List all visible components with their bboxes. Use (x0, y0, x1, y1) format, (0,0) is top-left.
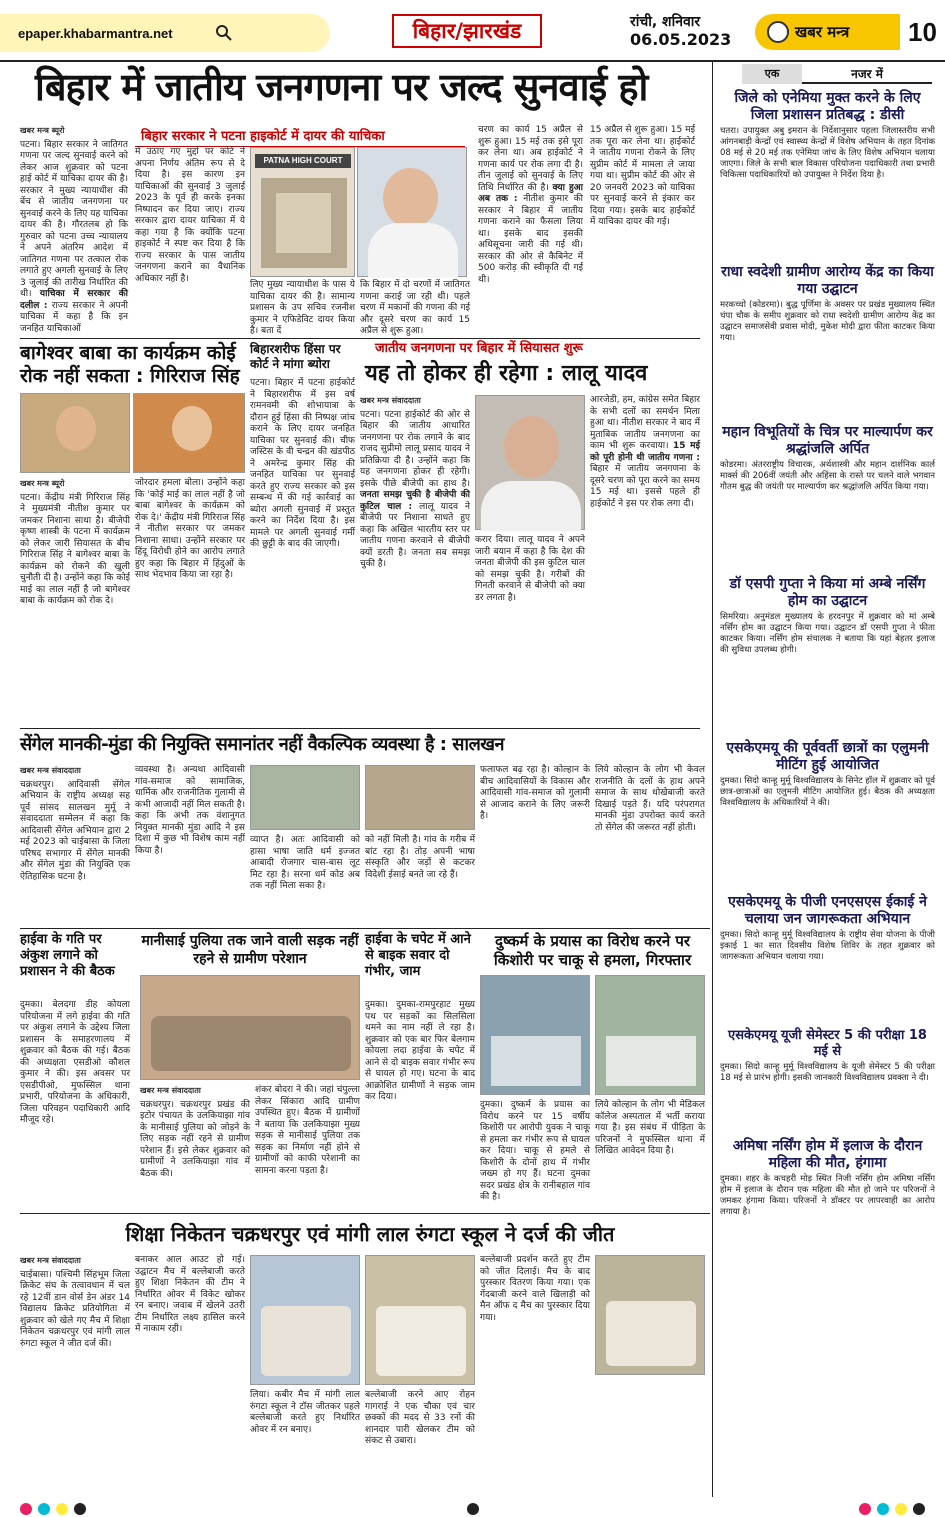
lead-col3: लिए मुख्य न्यायाधीश के पास ये याचिका दायर की है। सामान्य प्रशासन के उप सचिव रजनीश कुमार ने एफिडेविट दायर किया है। बता दें (250, 280, 355, 336)
right-item-3-text: कोडरमा। अंतरराष्ट्रीय विचारक, अर्थशास्त्री और महान दार्शनिक कार्ल मार्क्स की 206वीं जयंती और अहिंसा के रास्ते पर चलने वाले भगवान गौतम बुद्ध की जयंती पर माल्यार्पण कर श्रद्धांजलि अर्पित किया गया। (720, 460, 935, 492)
biharsharif-headline: बिहारशरीफ हिंसा पर कोर्ट ने मांगा ब्योरा (250, 342, 341, 371)
highway-headline: हाईवा के चपेट में आने से बाइक सवार दो गंभीर, जाम (365, 932, 471, 979)
cricket-col3: लिया। कबीर मैच में मांगी लाल रुंगटा स्कूल ने टॉस जीतकर पहले बल्लेबाजी करते हुए निर्धारित ओवर में रन बनाए। (250, 1390, 360, 1435)
right-item-2-headline: राधा स्वदेशी ग्रामीण आरोग्य केंद्र का किया गया उद्घाटन (721, 264, 934, 297)
right-item-6-text: दुमका। सिदो कान्हू मुर्मू विश्वविद्यालय के राष्ट्रीय सेवा योजना के पीजी इकाई 1 का सात दिवसीय विशेष शिविर के तहत शुक्रवार को जागरूकता अभियान चलाया गया। (720, 930, 935, 962)
footer-color-bar (0, 1500, 945, 1517)
right-item-1-headline: जिले को एनेमिया मुक्त करने के लिए जिला प्रशासन प्रतिबद्ध : डीसी (734, 90, 921, 123)
right-item-8-text: दुमका। शहर के कचहरी मोड़ स्थित निजी नर्सिंग होम अमिषा नर्सिंग होम में इलाज के दौरान एक महिला की मौत हो जाने पर परिजनों ने जमकर हंगामा किया। परिजनों ने डॉक्टर पर लापरवाही का आरोप लगाया है। (720, 1174, 935, 1217)
cricket-col2: बनाकर आल आउट हो गई। उद्घाटन मैच में बल्लेबाजी करते हुए शिक्षा निकेतन की टीम ने निर्धारित ओवर में विकेट खोकर रन बनाए। जवाब में खेलने उतरी टीम निर्धारित लक्ष्य हासिल करने में नाकाम रही। (135, 1255, 245, 1334)
lalu-col1: खबर मन्त्र संवाददाता पटना। पटना हाईकोर्ट की ओर से बिहार की जातीय आधारित जनगणना पर रोक लगाने के बाद राजद सुप्रीमो लालू प्रसाद यादव ने प्रतिक्रिया दी है। उन्होंने कहा कि यह जनगणना होकर ही रहेगी। इसके पीछे बीजेपी का हाथ है। जनता समझ चुकी है बीजेपी की कुटिल चाल : लालू यादव ने बीजेपी पर निशाना साधते हुए कहा कि अखिल भारतीय स्तर पर जातीय गणना करवाने से बीजेपी क्यों डरती है। जनता सब समझ चुकी है। (360, 396, 470, 569)
biharsharif-text: पटना। बिहार में पटना हाईकोर्ट ने बिहारशरीफ में इस वर्ष रामनवमी की शोभायात्रा के दौरान हुई हिंसा की निष्पक्ष जांच कराने के लिए दायर जनहित याचिका पर सुनवाई की। चीफ जस्टिस के वी चन्द्रन की खंडपीठ ने अमरेन्द्र कुमार सिंह की जनहित याचिका पर सुनवाई करते हुए राज्य सरकार को इस सम्बन्ध में की गई कार्रवाई का ब्योरा अगली सुनवाई में प्रस्तुत करने का निर्देश दिया है। इस मामले पर अगली सुनवाई गर्मी की छुट्टी के बाद की जाएगी। (250, 378, 355, 549)
tag-ek: एक (742, 64, 802, 84)
cricket-col1: खबर मन्त्र संवाददाता चाईबासा। पश्चिमी सिंहभूम जिला क्रिकेट संघ के तत्वावधान में चल रहे 12वीं डान वोर्स डेन अंडर 14 विद्यालय क्रिकेट प्रतियोगिता में शुक्रवार को खेले गए मैच में शिक्षा निकेतन चक्रधरपुर एवं मांगी लाल रुंगटा स्कूल ने जीत दर्ज की। (20, 1256, 130, 1349)
right-item-7-headline: एसकेएमयू यूजी सेमेस्टर 5 की परीक्षा 18 मई से (728, 1028, 927, 1059)
mani-col2: शंकर बोदरा ने की। जहां चंपुल्ला लेकर सिंकारा आदि ग्रामीण उपस्थित हुए। बैठक में ग्रामीणों ने बताया कि उलकियाझा मुख्य सड़क से मानीसाई पुलिया तक सड़क का निर्माण नहीं होने से ग्रामीणों को काफी परेशानी का सामना करना पड़ता है। (255, 1085, 360, 1176)
salkhan-meeting-photo-2 (365, 765, 475, 830)
salkhan-col5: फलाफल बढ़ रहा है। कोल्हान के बीच आदिवासियों के विकास और आदिवासी गांव-समाज को गुलामी से आजाद कराने के लिए जरूरी है। (480, 765, 590, 821)
haiwa-headline: हाईवा के गति पर अंकुश लगाने को प्रशासन ने की बैठक (20, 932, 115, 979)
mani-headline: मानीसाई पुलिया तक जाने वाली सड़क नहीं रहने से ग्रामीण परेशान (141, 933, 359, 967)
salkhan-col6: लिये कोल्हान के लोग भी केवल राजनीति के दलों के हाथ अपने समाज के साथ धोखेबाजी करते दिखाई पड़ते हैं। यदि परंपरागत मानकी मुंडा उपरोक्त कार्य करते तो सेंगेल की जरूरत नहीं होती। (595, 765, 705, 833)
salkhan-meeting-photo-1 (250, 765, 360, 830)
right-item-4-headline: डॉ एसपी गुप्ता ने किया मां अम्बे नर्सिंग होम का उद्घाटन (729, 576, 926, 609)
cricket-col4: बल्लेबाजी करने आए रोहन गागराई ने एक चौका एवं चार छक्कों की मदद से 33 रनों की शानदार पारी खेलकर टीम को संकट से उबारा। (365, 1390, 475, 1446)
lead-col2: में उठाए गए मुद्दों पर कोर्ट ने अपना निर्णय अंतिम रूप से दे दिया है। इस कारण इन याचिकाओं की सुनवाई 3 जुलाई 2023 के पूर्व ही करके इनका निष्पादन कर दिया जाए। राज्य सरकार द्वारा दायर याचिका में ये कहा गया है कि क्योंकि पटना हाइकोर्ट ने स्पष्ट कर दिया है कि राज्य सरकार के पास जातीय जनगणना कराने का वैधानिक अधिकार नहीं है। (135, 147, 245, 284)
section-title: बिहार/झारखंड (392, 14, 542, 48)
brand-logo: खबर मन्त्र (755, 14, 900, 50)
bageshwar-baba-photo (20, 393, 130, 473)
lalu-yadav-photo (475, 395, 585, 530)
lead-col5: चरण का कार्य 15 अप्रैल से शुरू हुआ। 15 मई तक इसे पूरा कर लेना था। अब हाईकोर्ट ने गणना कार्य पर रोक लगा दी है। तीन जुलाई को सुनवाई के लिए तिथि निर्धारित की है। क्या हुआ अब तक : नीतीश कुमार की सरकार ने बिहार में जातीय गणना कराने का फैसला लिया था। इसके बाद इसकी अधिसूचना जारी की गई थी। सरकार की ओर से कैबिनेट में 500 करोड़ की स्वीकृति दी गई थी। (478, 125, 583, 285)
bageshwar-col1: खबर मन्त्र ब्यूरो पटना। केंद्रीय मंत्री गिरिराज सिंह ने मुख्यमंत्री नीतीश कुमार पर जमकर निशाना साधा है। बीजेपी कृष्ण शास्त्री के पटना में कार्यक्रम को लेकर जारी सियासत के बीच गिरिराज सिंह ने बागेश्वर बाबा के कार्यक्रम को रोकने की खुली चुनौती दी है। उन्होंने कहा कि कोई माई का लाल नहीं है जो बागेश्वर बाबा के कार्यक्रम को रोक दे। (20, 479, 130, 606)
page-number: 10 (908, 16, 937, 47)
right-item-8-headline: अमिषा नर्सिंग होम में इलाज के दौरान महिला की मौत, हंगामा (732, 1138, 923, 1171)
city-day: रांची, शनिवार (630, 14, 701, 30)
salkhan-col2: व्यवस्था है। अन्यथा आदिवासी गांव-समाज को सामाजिक, धार्मिक और राजनीतिक गुलामी से कभी आजादी नहीं मिल सकती है। कहा कि अभी तक वंशानुगत नियुक्त मानकी मुंडा आदि ने इस दिशा में कुछ भी विशेष काम नहीं किया है। (135, 765, 245, 856)
lead-subhead: बिहार सरकार ने पटना हाइकोर्ट में दायर की याचिका (135, 124, 465, 147)
rape-headline: दुष्कर्म के प्रयास का विरोध करने पर किशोरी पर चाकू से हमला, गिरफ्तार (493, 932, 692, 969)
right-item-1-text: चतरा। उपायुक्त अबु इमरान के निर्देशानुसार पहला जिलास्तरीय सभी आंगनबाड़ी केन्द्रों एवं स्वास्थ्य केन्द्रों में विशेष अभियान के तहत दिनांक 08 मई से 20 मई तक एनेमिया जांच के लिए विशेष अभियान चलाया जाएगा। जिले के सभी बाल विकास परियोजना पदाधिकारी तथा प्रभारी चिकित्सा पदाधिकारियों को उपायुक्त ने निर्देश दिया है। (720, 126, 935, 180)
right-item-2-text: मरकच्चो (कोडरमा)। बुद्ध पूर्णिमा के अवसर पर प्रखंड मुख्यालय स्थित चंपा चौक के समीप शुक्रवार को राधा स्वदेशी ग्रामीण आरोग्य केंद्र का उद्घाटन समाजसेवी प्रवास मोदी, मुकेश मोदी द्वारा फीता काटकर किया गया। (720, 300, 935, 343)
cricket-team-photo-1 (250, 1255, 360, 1385)
giriraj-singh-photo (133, 393, 245, 473)
nitish-kumar-photo (357, 147, 467, 277)
lead-col6: 15 अप्रैल से शुरू हुआ। 15 मई तक पूरा कर लेना था। हाईकोर्ट ने जातीय गणना रोकने के लिए सुप्रीम कोर्ट में मामला ले जाया गया था। सुप्रीम कोर्ट की ओर से 20 जनवरी 2023 को याचिका पर सुनवाई करने से इंकार कर दिया गया। इसके बाद हाईकोर्ट में याचिका दायर की गई। (590, 125, 695, 227)
lalu-col3: आरजेडी, हम, कांग्रेस समेत बिहार के सभी दलों का समर्थन मिला हुआ था। नीतीश सरकार ने बाद में मुताबिक जातीय जनगणना का काम भी शुरू करवाया। 15 मई को पूरी होनी थी जातीय गणना : बिहार में जातीय जनगणना के दूसरे चरण को पूरा करने का समय 15 मई था। इससे पहले ही हाईकोर्ट ने इस पर रोक लगा दी। (590, 395, 700, 509)
lead-col4: कि बिहार में दो चरणों में जातिगत गणना कराई जा रही थी। पहले चरण में मकानों की गणना की गई और दूसरे चरण का कार्य 15 अप्रैल से शुरू हुआ। (360, 280, 470, 336)
cricket-team-photo-2 (365, 1255, 475, 1385)
cricket-col5: बल्लेबाजी प्रदर्शन करते हुए टीम को जीत दिलाई। मैच के बाद पुरस्कार वितरण किया गया। एक गेंदबाजी करने वाले खिलाड़ी को मैन ऑफ द मैच का पुरस्कार दिया गया। (480, 1255, 590, 1323)
highway-text: दुमका। दुमका-रामपुरहाट मुख्य पथ पर सड़कों का सिलसिला थमने का नाम नहीं ले रहा है। शुक्रवार को एक बार फिर बेलगाम कोयला लदा हाईवा के चपेट में आने से दो बाइक सवार गंभीर रूप से घायल हो गए। घटना के बाद आक्रोशित ग्रामीणों ने सड़क जाम कर दिया। (365, 1000, 475, 1102)
hospital-photo-1 (480, 975, 590, 1095)
lalu-col2: करार दिया। लालू यादव ने अपने जारी बयान में कहा है कि देश की जनता बीजेपी की इस कुटिल चाल को समझ चुकी है। गरीबों की गिनती करवाने से बीजेपी को क्या डर लगता है। (475, 535, 585, 603)
salkhan-headline: सेंगेल मानकी-मुंडा की नियुक्ति समानांतर नहीं वैकल्पिक व्यवस्था है : सालखन (20, 734, 505, 755)
right-item-7-text: दुमका। सिदो कान्हू मुर्मू विश्वविद्यालय के यूजी सेमेस्टर 5 की परीक्षा 18 मई से प्रारंभ होगी। इसकी जानकारी विश्वविद्यालय प्रवक्ता ने दी। (720, 1062, 935, 1083)
search-icon[interactable] (215, 24, 233, 42)
lalu-headline: यह तो होकर ही रहेगा : लालू यादव (365, 361, 648, 386)
salkhan-col4: को नहीं मिली है। गांव के गरीब में बांट रहा है। तोड़ अपनी भाषा संस्कृति और जड़ों से कटकर विदेशी ईसाई बनते जा रहे हैं। (365, 835, 475, 880)
right-item-6-headline: एसकेएमयू के पीजी एनएसएस ईकाई ने चलाया जन जागरूकता अभियान (728, 894, 927, 927)
mani-col1: खबर मन्त्र संवाददाता चक्रधरपुर। चक्रधरपुर प्रखंड की इटोर पंचायत के उलकियाझा गांव के मानीसाई पुलिया को जोड़ने के लिए सड़क नहीं रहने से ग्रामीण परेशान हैं। इसे लेकर शुक्रवार को ग्रामीणों ने उलकियाझा गांव में बैठक की। (140, 1086, 250, 1179)
date: 06.05.2023 (630, 30, 732, 49)
mani-villagers-photo (140, 975, 360, 1080)
tag-nazar: नजर में (802, 64, 932, 84)
rape-col2: लिये कोल्हान के लोग भी मेडिकल कॉलेज अस्पताल में भर्ती कराया गया है। इस संबंध में पीड़िता के परिजनों ने मुफस्सिल थाना में लिखित आवेदन दिया है। (595, 1100, 705, 1156)
bageshwar-col2: जोरदार हमला बोला। उन्होंने कहा कि 'कोई माई का लाल नहीं है जो बाबा बागेश्वर के कार्यक्रम को रोक दे।' केंद्रीय मंत्री गिरिराज सिंह ने नीतीश सरकार पर जमकर निशाना साधा। उन्होंने सरकार पर हिंदू विरोधी होने का आरोप लगाते हुए कहा कि बिहार में हिंदुओं के साथ भेदभाव किया जा रहा है। (135, 478, 245, 580)
right-item-5-headline: एसकेएमयू की पूर्ववर्ती छात्रों का एलुमनी मीटिंग हुई आयोजित (726, 740, 929, 773)
right-item-3-headline: महान विभूतियों के चित्र पर माल्यार्पण कर श्रद्धांजलि अर्पित (722, 424, 933, 457)
lead-headline: बिहार में जातीय जनगणना पर जल्द सुनवाई हो (35, 65, 648, 109)
haiwa-text: दुमका। बेलदगा डीह कोयला परियोजना में लगे हाईवा की गति पर अंकुश लगाने के उद्देश्य जिला प्रशासन के समाहरणालय में शुक्रवार को बैठक की गई। बैठक की अध्यक्षता एसडीओ कौशल कुमार ने की। इस अवसर पर एसडीपीओ, मुफस्सिल थाना प्रभारी, परियोजना के अधिकारी, जिला परिवहन पदाधिकारी आदि मौजूद रहे। (20, 1000, 130, 1125)
bageshwar-headline: बागेश्वर बाबा का कार्यक्रम कोई रोक नहीं सकता : गिरिराज सिंह (20, 342, 240, 387)
logo-icon (767, 21, 789, 43)
rape-col1: दुमका। दुष्कर्म के प्रयास का विरोध करने पर 15 वर्षीय किशोरी पर आरोपी युवक ने चाकू से हमला कर गंभीर रूप से घायल कर दिया। चाकू से हमले से किशोरी के दोनों हाथ में गंभीर जख्म हो गए हैं। घटना दुमका सदर प्रखंड क्षेत्र के रानीबहाल गांव की है। (480, 1100, 590, 1202)
hospital-photo-2 (595, 975, 705, 1095)
masthead (0, 0, 945, 62)
cricket-team-photo-3 (595, 1255, 705, 1375)
lead-col1: खबर मन्त्र ब्यूरो पटना। बिहार सरकार ने जातिगत गणना पर जल्द सुनवाई करने को लेकर आज शुक्रवार को पटना हाई कोर्ट में याचिका दायर की है। सरकार ने मुख्य न्यायाधीश की बेंच से जातीय जनगणना पर सुनवाई करने के लिए यह याचिका दायर की है। गौरतलब हो कि गुरुवार को पटना उच्च न्यायालय ने अपने अंतरिम आदेश में जातिगत गणना पर तत्काल रोक लगाते हुए अगली सुनवाई के लिए 3 जुलाई की तारीख निर्धारित की थी। याचिका में सरकार की दलील : राज्य सरकार ने अपनी याचिका में कहा है कि इन जनहित याचिकाओं (20, 126, 128, 334)
lalu-kicker: जातीय जनगणना पर बिहार में सियासत शुरू (375, 341, 583, 356)
site-url[interactable]: epaper.khabarmantra.net (0, 14, 330, 52)
dateline (630, 14, 731, 48)
salkhan-col1: खबर मन्त्र संवाददाता चक्रधरपुर। आदिवासी सेंगेल अभियान के राष्ट्रीय अध्यक्ष सह पूर्व सांसद सालखन मुर्मू ने संवाददाता सम्मेलन में कहा कि आदिवासी सेंगेल अभियान द्वारा 2 मई 2023 को चाईबासा के जिला परिषद सभागार में सेंगेल मानकी और सेंगेल मुंडा की नियुक्ति एक ऐतिहासिक घटना है। (20, 766, 130, 882)
cricket-headline: शिक्षा निकेतन चक्रधरपुर एवं मांगी लाल रुंगटा स्कूल ने दर्ज की जीत (125, 1222, 615, 1246)
ek-nazar-tag (712, 64, 932, 84)
right-item-4-text: सिमरिया। अनुमंडल मुख्यालय के हरदनपुर में शुक्रवार को मां अम्बे नर्सिंग होम का उद्घाटन किया गया। उद्घाटन डॉ एसपी गुप्ता ने फीता काटकर किया। नर्सिंग होम संचालक ने बताया कि यहां बेहतर इलाज की सुविधा उपलब्ध होगी। (720, 612, 935, 655)
right-item-5-text: दुमका। सिदो कान्हू मुर्मू विश्वविद्यालय के सिनेट हॉल में शुक्रवार को पूर्व छात्र-छात्राओं का एलुमनी मीटिंग आयोजित हुई। बैठक की अध्यक्षता विश्वविद्यालय के अधिकारियों ने की। (720, 776, 935, 808)
salkhan-col3: व्याप्त है। अतः आदिवासी को हासा भाषा जाति धर्म इज्जत आबादी रोजगार चास-बास लूट मिट रहा है। सरना धर्म कोड अब तक नहीं मिला सका है। (250, 835, 360, 891)
high-court-photo: PATNA HIGH COURT (250, 147, 355, 277)
